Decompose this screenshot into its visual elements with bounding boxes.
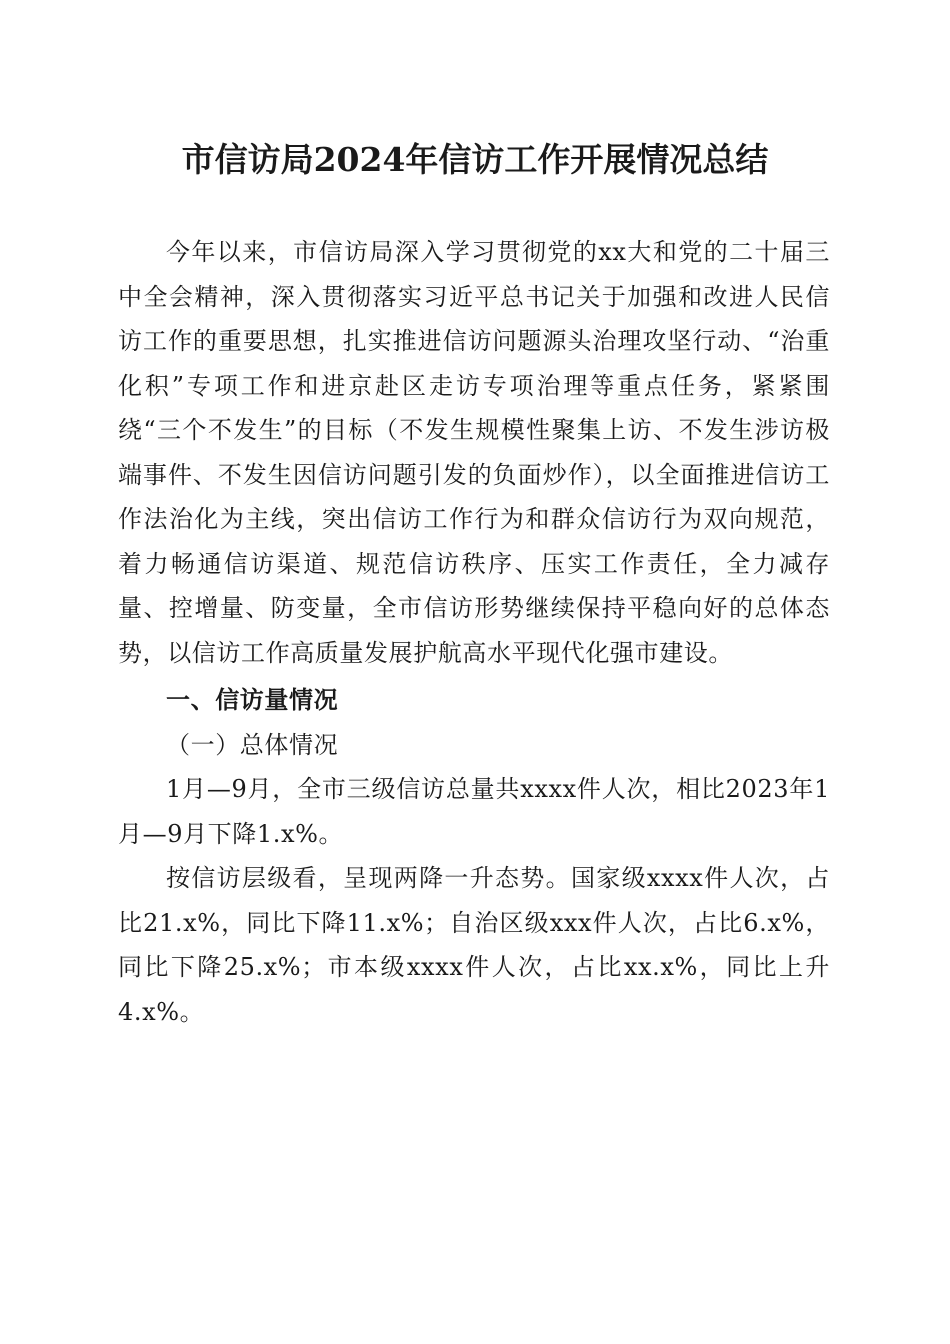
paragraph-total-volume: 1月—9月，全市三级信访总量共xxxx件人次，相比2023年1月—9月下降1.x%。 xyxy=(118,775,830,848)
intro-paragraph: 今年以来，市信访局深入学习贯彻党的xx大和党的二十届三中全会精神，深入贯彻落实习近平总书记关于加强和改进人民信访工作的重要思想，扎实推进信访问题源头治理攻坚行动、“治重化积”专项工作和进京赴区走访专项治理等重点任务，紧紧围绕“三个不发生”的目标（不发生规模性聚集上访、不发生涉访极端事件、不发生因信访问题引发的负面炒作），以全面推进信访工作法治化为主线，突出信访工作行为和群众信访行为双向规范，着力畅通信访渠道、规范信访秩序、压实工作责任，全力减存量、控增量、防变量，全市信访形势继续保持平稳向好的总体态势，以信访工作高质量发展护航高水平现代化强市建设。 xyxy=(118,238,830,667)
subsection-heading-overall: （一）总体情况 xyxy=(166,730,339,759)
section-heading-petition-volume: 一、信访量情况 xyxy=(166,686,339,714)
paragraph-by-level: 按信访层级看，呈现两降一升态势。国家级xxxx件人次，占比21.x%，同比下降11.x%；自治区级xxx件人次，占比6.x%，同比下降25.x%；市本级xxxx件人次，占比xx.x%，同比上升4.x%。 xyxy=(118,864,830,1026)
document-body xyxy=(118,230,830,1034)
document-title: 市信访局2024年信访工作开展情况总结 xyxy=(181,140,769,179)
